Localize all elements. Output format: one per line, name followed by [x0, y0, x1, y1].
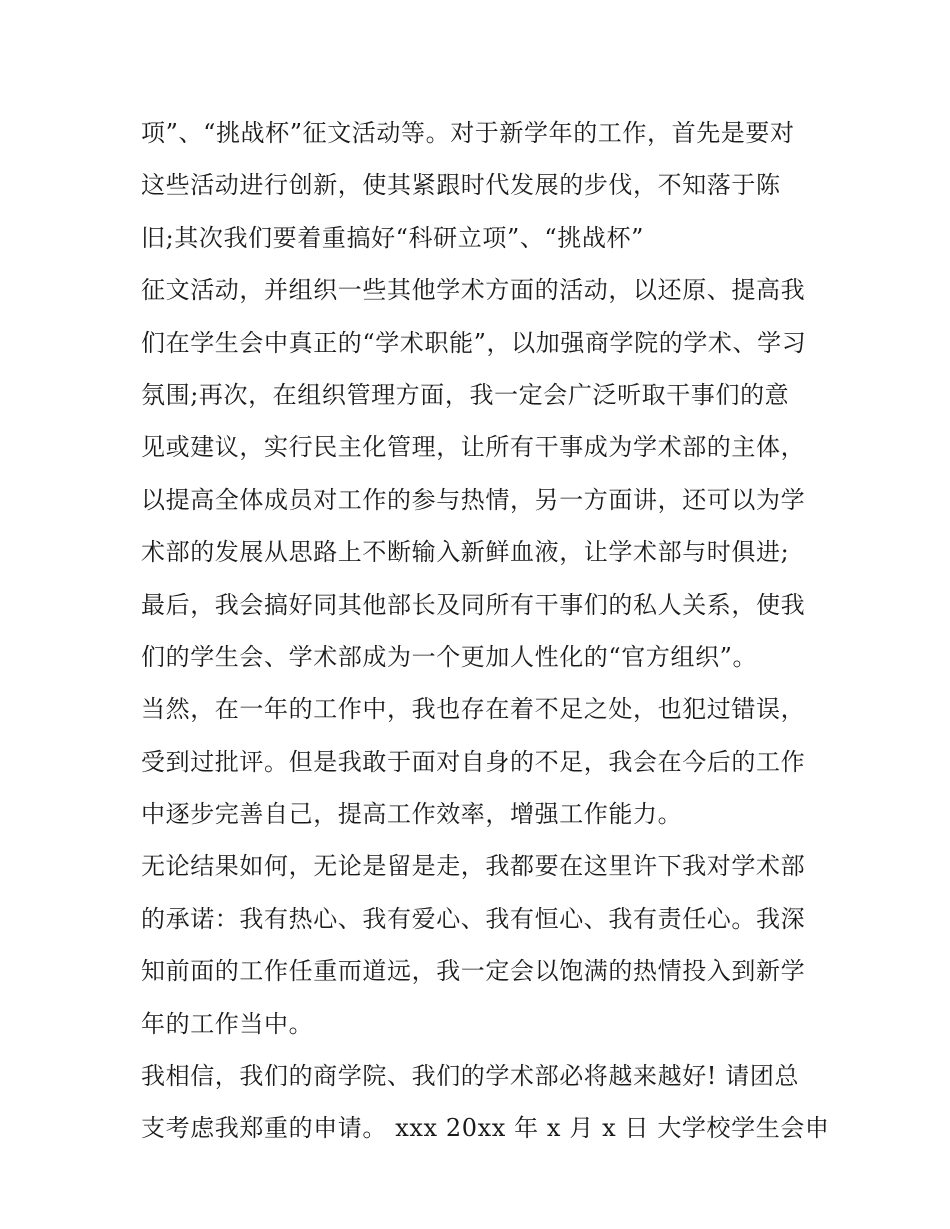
text-line: 无论结果如何，无论是留是走，我都要在这里许下我对学术部 — [141, 852, 806, 881]
text-line: 们在学生会中真正的“学术职能”，以加强商学院的学术、学习 — [141, 328, 807, 357]
text-line: 年的工作当中。 — [141, 1009, 314, 1038]
text-line: 当然，在一年的工作中，我也存在着不足之处，也犯过错误， — [141, 695, 806, 724]
text-line: 这些活动进行创新，使其紧跟时代发展的步伐，不知落于陈 — [141, 171, 781, 200]
text-line: 旧;其次我们要着重搞好“科研立项”、“挑战杯” — [141, 223, 644, 252]
document-body — [141, 107, 830, 1155]
text-line: 们的学生会、学术部成为一个更加人性化的“官方组织”。 — [141, 642, 758, 671]
text-line: 知前面的工作任重而道远，我一定会以饱满的热情投入到新学 — [141, 957, 806, 986]
text-line: 受到过批评。但是我敢于面对自身的不足，我会在今后的工作 — [141, 747, 806, 776]
text-line: 我相信，我们的商学院、我们的学术部必将越来越好! 请团总 — [141, 1062, 800, 1091]
text-line: 以提高全体成员对工作的参与热情，另一方面讲，还可以为学 — [141, 485, 806, 514]
text-line: 见或建议，实行民主化管理，让所有干事成为学术部的主体， — [141, 433, 806, 462]
text-line: 征文活动，并组织一些其他学术方面的活动，以还原、提高我 — [141, 276, 806, 305]
text-line: 项”、“挑战杯”征文活动等。对于新学年的工作，首先是要对 — [141, 119, 795, 147]
text-line: 中逐步完善自己，提高工作效率，增强工作能力。 — [141, 800, 683, 829]
text-line: 的承诺：我有热心、我有爱心、我有恒心、我有责任心。我深 — [141, 904, 806, 933]
text-line: 氛围;再次，在组织管理方面，我一定会广泛听取干事们的意 — [141, 380, 790, 409]
text-line: 支考虑我郑重的申请。 xxx 20xx 年 x 月 x 日 大学校学生会申 — [141, 1114, 830, 1143]
text-line: 最后，我会搞好同其他部长及同所有干事们的私人关系，使我 — [141, 590, 806, 619]
text-line: 术部的发展从思路上不断输入新鲜血液，让学术部与时俱进; — [141, 538, 790, 567]
